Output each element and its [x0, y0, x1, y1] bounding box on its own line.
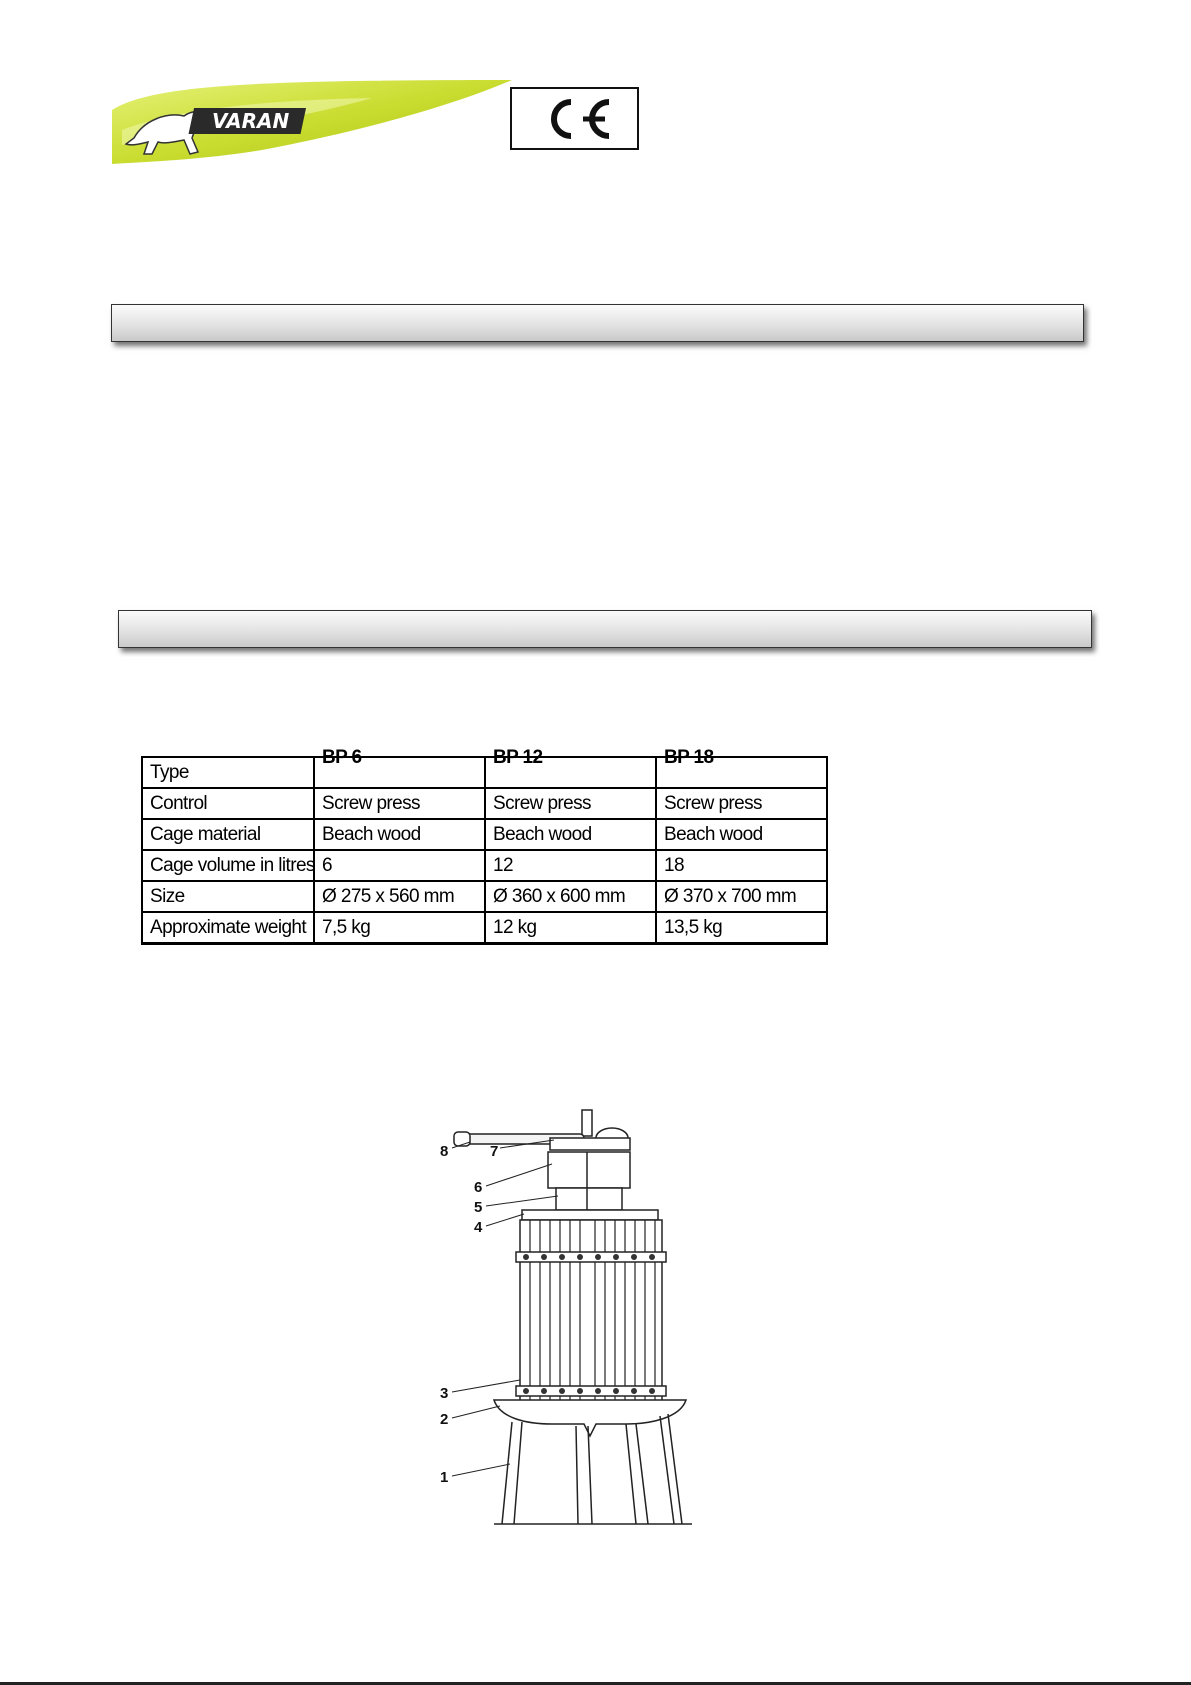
- row-label: Type: [142, 757, 314, 788]
- table-row: [142, 819, 827, 850]
- callout-2: 2: [440, 1411, 449, 1428]
- table-cell: 12: [485, 850, 656, 881]
- table-cell: 18: [656, 850, 827, 881]
- callout-4: 4: [474, 1219, 483, 1236]
- section-header-bar: [111, 304, 1084, 342]
- callout-3: 3: [440, 1385, 449, 1402]
- table-row: [142, 788, 827, 819]
- table-cell: BP 18: [656, 757, 827, 788]
- row-label: Cage volume in litres: [142, 850, 314, 881]
- row-label: Cage material: [142, 819, 314, 850]
- table-cell: Beach wood: [656, 819, 827, 850]
- svg-text:VARAN: VARAN: [212, 109, 290, 133]
- row-label: Size: [142, 881, 314, 912]
- table-cell: Ø 275 x 560 mm: [314, 881, 485, 912]
- table-cell: Screw press: [656, 788, 827, 819]
- table-row: [142, 912, 827, 944]
- section-header-bar: [118, 610, 1092, 648]
- row-label: Approximate weight: [142, 912, 314, 944]
- table-cell: 7,5 kg: [314, 912, 485, 944]
- table-row: [142, 850, 827, 881]
- table-cell: Ø 370 x 700 mm: [656, 881, 827, 912]
- varan-logo: [112, 80, 512, 164]
- table-cell: Beach wood: [314, 819, 485, 850]
- table-row: [142, 757, 827, 788]
- callout-8: 8: [440, 1143, 449, 1160]
- callout-6: 6: [474, 1179, 483, 1196]
- table-row: [142, 881, 827, 912]
- table-cell: Ø 360 x 600 mm: [485, 881, 656, 912]
- callout-5: 5: [474, 1199, 483, 1216]
- table-cell: 6: [314, 850, 485, 881]
- svg-text:CE: CE: [534, 95, 536, 97]
- callout-1: 1: [440, 1469, 449, 1486]
- specifications-table: [141, 747, 828, 945]
- table-cell: BP 12: [485, 757, 656, 788]
- fruit-press-diagram: [430, 1100, 720, 1530]
- table-cell: Beach wood: [485, 819, 656, 850]
- table-cell: Screw press: [485, 788, 656, 819]
- table-cell: BP 6: [314, 757, 485, 788]
- row-label: Control: [142, 788, 314, 819]
- table-cell: 13,5 kg: [656, 912, 827, 944]
- table-cell: 12 kg: [485, 912, 656, 944]
- ce-certification-mark: [510, 87, 639, 150]
- callout-7: 7: [490, 1143, 499, 1160]
- table-cell: Screw press: [314, 788, 485, 819]
